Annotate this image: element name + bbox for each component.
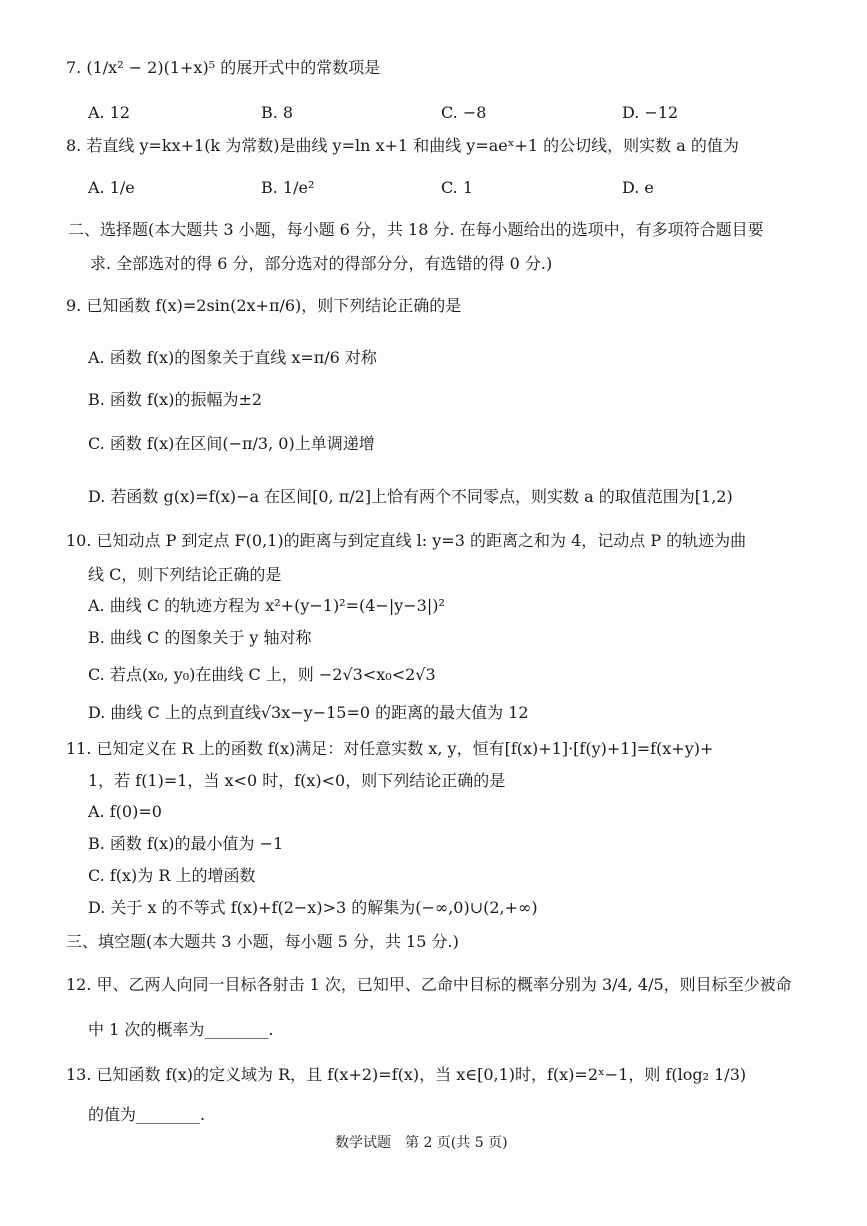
q12-stem: 12. 甲、乙两人向同一目标各射击 1 次，已知甲、乙命中目标的概率分别为 3/4, 4/5，则目标至少被命	[66, 975, 792, 994]
q9-option-d: D. 若函数 g(x)=f(x)−a 在区间[0, π/2]上恰有两个不同零点，则实数 a 的取值范围为[1,2)	[88, 487, 733, 506]
q10-stem: 10. 已知动点 P 到定点 F(0,1)的距离与到定直线 l: y=3 的距离之和为 4，记动点 P 的轨迹为曲	[66, 531, 747, 550]
q7-stem: 7. (1/x² − 2)(1+x)⁵ 的展开式中的常数项是	[66, 58, 381, 77]
q8-option-d: D. e	[622, 178, 654, 197]
page-footer: 数学试题 第 2 页(共 5 页)	[335, 1135, 508, 1151]
section3-heading: 三、填空题(本大题共 3 小题，每小题 5 分，共 15 分.)	[66, 932, 459, 951]
q7-option-c: C. −8	[441, 103, 487, 122]
q9-option-a: A. 函数 f(x)的图象关于直线 x=π/6 对称	[88, 348, 377, 367]
section2-heading: 二、选择题(本大题共 3 小题，每小题 6 分，共 18 分. 在每小题给出的选项中，有多项符合题目要	[68, 220, 764, 239]
q10-option-d: D. 曲线 C 上的点到直线√3x−y−15=0 的距离的最大值为 12	[88, 703, 529, 722]
section2-heading-cont: 求. 全部选对的得 6 分，部分选对的得部分分，有选错的得 0 分.)	[90, 254, 553, 273]
q9-stem: 9. 已知函数 f(x)=2sin(2x+π/6)，则下列结论正确的是	[66, 296, 462, 315]
q13-stem-cont: 的值为________.	[88, 1105, 206, 1124]
q12-stem-cont: 中 1 次的概率为________.	[88, 1020, 274, 1039]
q10-option-a: A. 曲线 C 的轨迹方程为 x²+(y−1)²=(4−|y−3|)²	[88, 596, 445, 615]
q8-stem: 8. 若直线 y=kx+1(k 为常数)是曲线 y=ln x+1 和曲线 y=aeˣ+1 的公切线，则实数 a 的值为	[66, 136, 739, 155]
q11-option-c: C. f(x)为 R 上的增函数	[88, 866, 256, 885]
q11-option-d: D. 关于 x 的不等式 f(x)+f(2−x)>3 的解集为(−∞,0)∪(2,+∞)	[88, 898, 538, 917]
q7-option-b: B. 8	[261, 103, 294, 122]
q10-option-b: B. 曲线 C 的图象关于 y 轴对称	[88, 628, 312, 647]
q13-stem: 13. 已知函数 f(x)的定义域为 R，且 f(x+2)=f(x)，当 x∈[0,1)时，f(x)=2ˣ−1，则 f(log₂ 1/3)	[66, 1065, 747, 1084]
q9-option-b: B. 函数 f(x)的振幅为±2	[88, 390, 263, 409]
q11-stem: 11. 已知定义在 R 上的函数 f(x)满足：对任意实数 x, y，恒有[f(x)+1]·[f(y)+1]=f(x+y)+	[66, 739, 714, 758]
q8-option-a: A. 1/e	[88, 178, 135, 197]
q8-option-c: C. 1	[441, 178, 474, 197]
q7-option-a: A. 12	[88, 103, 131, 122]
q8-option-b: B. 1/e²	[261, 178, 315, 197]
q7-option-d: D. −12	[622, 103, 679, 122]
q10-option-c: C. 若点(x₀, y₀)在曲线 C 上，则 −2√3<x₀<2√3	[88, 665, 436, 684]
q11-option-a: A. f(0)=0	[88, 802, 162, 821]
q9-option-c: C. 函数 f(x)在区间(−π/3, 0)上单调递增	[88, 434, 375, 453]
q10-stem-cont: 线 C，则下列结论正确的是	[88, 565, 282, 584]
q11-stem-cont: 1，若 f(1)=1，当 x<0 时，f(x)<0，则下列结论正确的是	[88, 771, 506, 790]
q11-option-b: B. 函数 f(x)的最小值为 −1	[88, 834, 284, 853]
